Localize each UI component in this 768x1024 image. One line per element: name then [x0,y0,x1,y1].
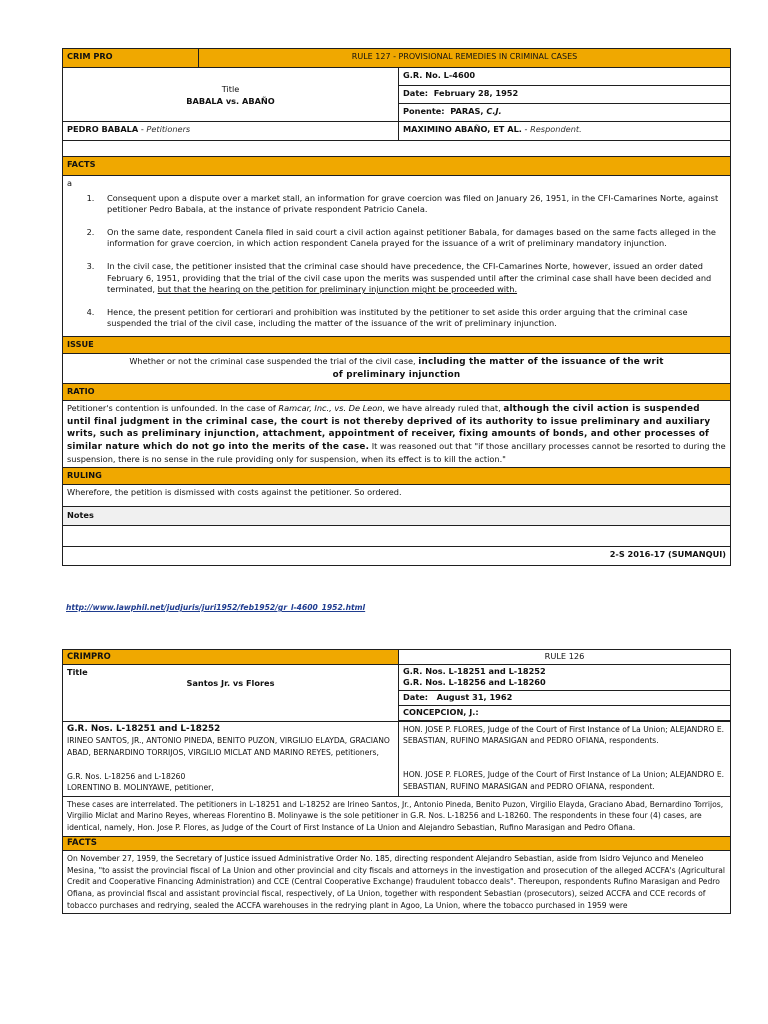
ponente-suffix: C.J. [486,106,502,116]
respondents-cell [399,721,731,796]
issue-cell [63,353,731,383]
fact-item-2: 2. On the same date, respondent Canela filed in said court a civil action against petitioner Babala, for damages based on the same facts alleged in the information for grave coercion, in which action respondent Canela prayed for the issuance of a writ of preliminary mandatory injunction. [97,227,726,250]
gr-number: G.R. No. L-4600 [399,68,731,86]
rule-cell: RULE 127 - PROVISIONAL REMEDIES IN CRIMINAL CASES [199,49,731,68]
date-value-2: August 31, 1962 [436,691,513,702]
issue-plain: Whether or not the criminal case suspended the trial of the civil case, [129,355,416,366]
ratio-cell [63,401,731,468]
case-brief-babala [62,48,730,566]
notes-header: Notes [63,507,731,526]
ratio-header: RATIO [63,384,731,401]
ratio-text-1: Petitioner's contention is unfounded. In the case of [67,403,276,414]
ratio-text-3: It was reasoned out that "if those ancillary processes cannot be resorted to during the suspension, there is no sense in the rule providing only for suspension, when its effect is to kill the action." [67,440,726,464]
notes-cell [63,526,731,547]
petitioner-cell: PEDRO BABALA - Petitioners [63,122,399,141]
pet-gr-1: G.R. Nos. L-18251 and L-18252 [67,723,221,734]
gr-number-1: G.R. Nos. L-18251 and L-18252 [403,665,546,676]
footer-cell: 2-S 2016-17 (SUMANQUI) [63,547,731,566]
pet-names-1: IRINEO SANTOS, JR., ANTONIO PINEDA, BENITO PUZON, VIRGILIO ELAYDA, GRACIANO ABAD, BERNARDINO TORRIJOS, VIRGILIO MICLAT AND MARINO REYES, petitioners, [67,736,390,757]
facts-header-2: FACTS [63,836,731,851]
title-label: Title [221,83,240,94]
facts-list [67,193,726,330]
ratio-case-cite: Ramcar, Inc., vs. De Leon [278,403,383,414]
subject-cell-2: CRIMPRO [63,650,399,665]
pet-names-2: LORENTINO B. MOLINYAWE, petitioner, [67,783,214,793]
case-brief-table-2 [62,649,731,914]
fact-item-1: 1. Consequent upon a dispute over a market stall, an information for grave coercion was filed on January 26, 1951, in the CFI-Camarines Norte, against petitioner Pedro Babala, at the instance of private respondent Patricio Canela. [97,193,726,216]
petitioner-role: Petitioners [146,124,191,134]
facts-prefix: a [67,178,73,188]
case-brief-table [62,48,731,566]
gr-numbers-cell [399,664,731,690]
facts-cell [63,176,731,337]
fact-3-underlined: but that the hearing on the petition for preliminary injunction might be proceeded with. [157,284,518,295]
summary-cell: These cases are interrelated. The petitioners in L-18251 and L-18252 are Irineo Santos, Jr., Antonio Pineda, Benito Puzon, Virgilio Elayda, Graciano Abad, Bernardino Torrijos, Virgilio Miclat and Marino Reyes, whereas Florentino B. Molinyawe is the sole petitioner in G.R. Nos. L-18256 and L-18260. The respondents in these four (4) cases, are identical, namely, Hon. Jose P. Flores, as Judge of the Court of First Instance of La Union and Alejandro Sebastian, Rufino Marasigan and Pedro Ofiana. [63,796,731,836]
date-label-2: Date: [403,691,429,702]
respondent-name: MAXIMINO ABAÑO, ET AL. [403,124,522,134]
ponente-cell-2: CONCEPCION, J.: [399,705,731,720]
fact-item-4: 4. Hence, the present petition for certiorari and prohibition was instituted by the petitioner to set aside this order arguing that the criminal case suspended the trial of the civil case, including the matter of the issuance of the writ of preliminary injunction. [97,307,726,330]
date-cell-2 [399,690,731,705]
ratio-text-2: , we have already ruled that, [382,403,501,414]
respondent-role: Respondent. [530,124,582,134]
ruling-cell: Wherefore, the petition is dismissed with costs against the petitioner. So ordered. [63,485,731,507]
case-brief-santos [62,649,730,914]
fact-3-text: In the civil case, the petitioner insisted that the criminal case should have precedence, the CFI-Camarines Norte, however, issued an order dated February 6, 1951, providing that the trial of the civil case upon the merits was suspended until after the criminal case shall have been decided and terminated, [107,260,712,295]
ruling-header: RULING [63,468,731,485]
gr-number-2: G.R. Nos. L-18256 and L-18260 [403,677,546,688]
fact-item-3 [97,261,726,296]
ponente-cell [399,104,731,122]
date-cell [399,86,731,104]
petitioners-cell [63,721,399,796]
source-link[interactable]: http://www.lawphil.net/judjuris/juri1952/feb1952/gr_l-4600_1952.html [66,603,366,612]
spacer-row [63,141,731,157]
case-title-2: Santos Jr. vs Flores [186,678,275,689]
title-label-2: Title [67,666,88,677]
resp-1: HON. JOSE P. FLORES, Judge of the Court of First Instance of La Union; ALEJANDRO E. SEBASTIAN, RUFINO MARASIGAN and PEDRO OFIANA, respondents. [403,724,725,746]
facts-header: FACTS [63,157,731,176]
subject-cell: CRIM PRO [63,49,199,68]
petitioner-name: PEDRO BABALA [67,124,139,134]
rule-cell-2: RULE 126 [399,650,731,665]
title-cell-2 [63,664,399,721]
ratio-bold: although the civil action is suspended until final judgment in the criminal case, the court is not thereby deprived of its authority to issue preliminary and auxiliary writs, such as preliminary injunction, attachment, appointment of receiver, fixing amounts of bonds, and other processes of similar nature which do not go into the merits of the case. [67,404,711,452]
date-label: Date: [403,88,429,98]
respondent-cell: MAXIMINO ABAÑO, ET AL. - Respondent. [399,122,731,141]
date-value: February 28, 1952 [433,88,519,98]
ponente-value: PARAS, [450,106,484,116]
facts-cell-2: On November 27, 1959, the Secretary of Justice issued Administrative Order No. 185, directing respondent Alejandro Sebastian, aside from Isidro Vejunco and Meneleo Mesina, "to assist the provincial fiscal of La Union and other provincial and city fiscals and attorneys in the investigation and prosecution of the alleged ACCFA's (Agricultural Credit and Cooperative Financing Administration) and CCE (Central Cooperative Exchange) fraudulent tobacco deals". Thereupon, respondents Rufino Marasigan and Pedro Ofiana, as provincial fiscal and assistant provincial fiscal, respectively, of La Union, together with respondent Sebastian (prosecutors), seized ACCFA and CCE records of tobacco purchases and redrying, sealed the ACCFA warehouses in the redrying plant in Agoo, La Union, where the tobacco purchased in 1959 were [63,851,731,914]
case-title: BABALA vs. ABAÑO [186,95,275,106]
issue-header: ISSUE [63,336,731,353]
issue-bold: including the matter of the issuance of the writ of preliminary injunction [332,356,664,380]
pet-gr-2: G.R. Nos. L-18256 and L-18260 [67,771,186,781]
ponente-label: Ponente: [403,106,445,116]
title-cell [63,68,399,122]
resp-2: HON. JOSE P. FLORES, Judge of the Court of First Instance of La Union; ALEJANDRO E. SEBASTIAN, RUFINO MARASIGAN and PEDRO OFIANA, respondent. [403,769,725,791]
